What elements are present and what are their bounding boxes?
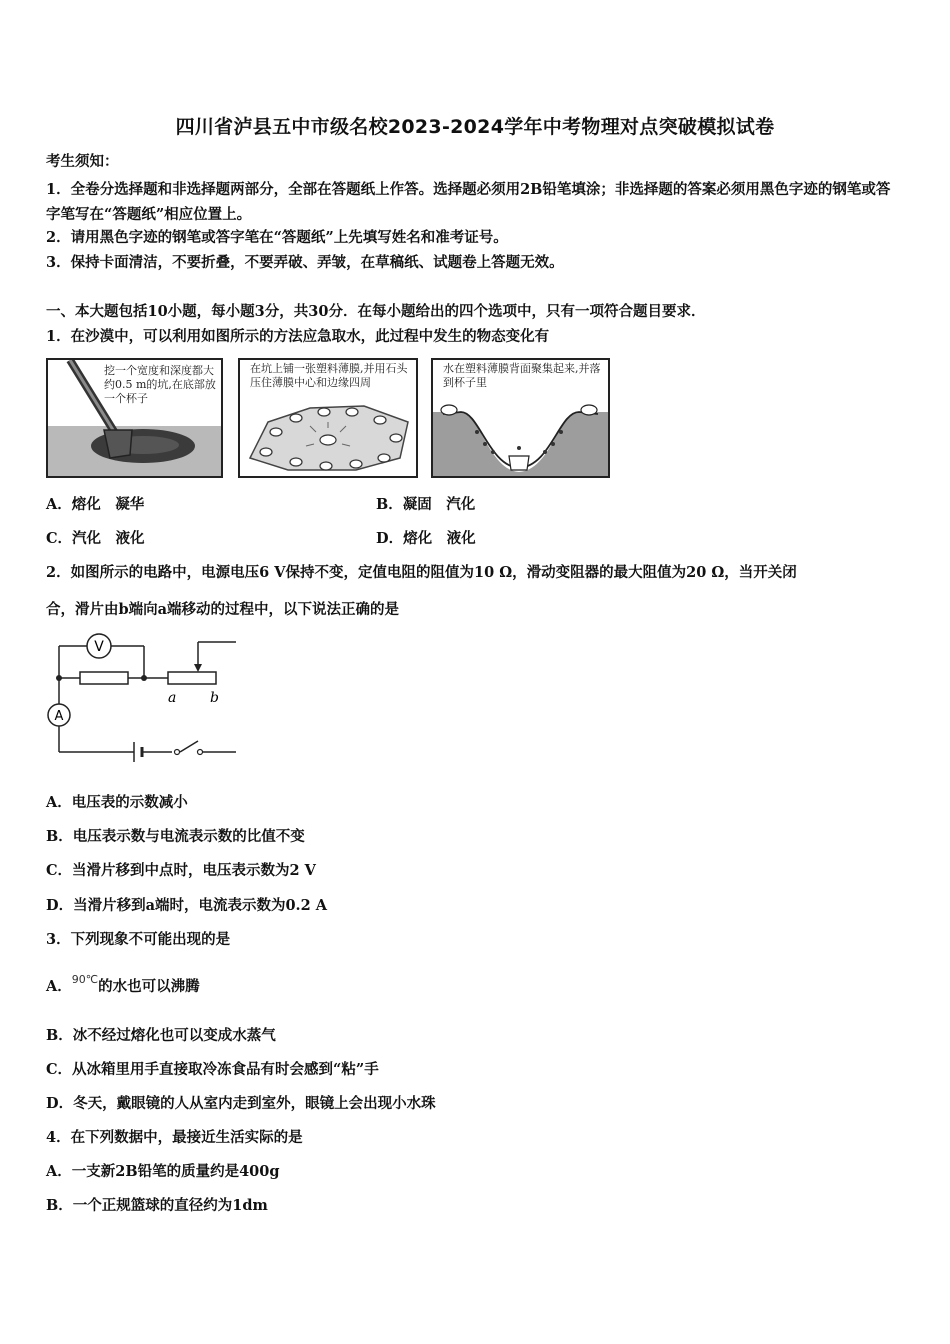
q1-option-a[interactable]: A．熔化 凝华 [46, 496, 145, 513]
junction-right [141, 675, 147, 681]
q1-option-d[interactable]: D．熔化 液化 [376, 530, 476, 547]
voltmeter-label: V [94, 639, 104, 655]
figure-water-collect [431, 358, 610, 478]
q2-option-a[interactable]: A．电压表的示数减小 [46, 794, 188, 811]
end-a-label: a [168, 690, 177, 706]
notice-item-1: 1．全卷分选择题和非选择题两部分，全部在答题纸上作答。选择题必须用2B铅笔填涂；非选择题的答案必须用黑色字迹的钢笔或答字笔写在“答题纸”相应位置上。 [46, 181, 891, 223]
q4-option-a[interactable]: A．一支新2B铅笔的质量约是400g [46, 1163, 280, 1180]
q3-option-a-prefix: A． [46, 978, 72, 995]
notice-heading: 考生须知： [46, 153, 119, 170]
notice-item-2: 2．请用黑色字迹的钢笔或答字笔在“答题纸”上先填写姓名和准考证号。 [46, 229, 508, 246]
figure-plastic-film [238, 358, 418, 478]
q4-stem: 4．在下列数据中，最接近生活实际的是 [46, 1129, 303, 1146]
slider-arrow-icon [194, 664, 202, 672]
q2-stem-line2: 合，滑片由b端向a端移动的过程中，以下说法正确的是 [46, 601, 400, 618]
q2-option-b[interactable]: B．电压表示数与电流表示数的比值不变 [46, 828, 305, 845]
q3-option-d[interactable]: D．冬天，戴眼镜的人从室内走到室外，眼镜上会出现小水珠 [46, 1095, 436, 1112]
ammeter-label: A [54, 709, 64, 724]
junction-left [56, 675, 62, 681]
q3-stem: 3．下列现象不可能出现的是 [46, 931, 231, 948]
q3-option-c[interactable]: C．从冰箱里用手直接取冷冻食品有时会感到“粘”手 [46, 1061, 379, 1078]
q2-stem-line1: 2．如图所示的电路中，电源电压6 V保持不变，定值电阻的阻值为10 Ω，滑动变阻器的最大阻值为20 Ω，当开关闭 [46, 564, 797, 581]
section-heading: 一、本大题包括10小题，每小题3分，共30分．在每小题给出的四个选项中，只有一项符合题目要求． [46, 303, 706, 320]
switch-contact-icon [198, 750, 203, 755]
fig2-caption: 在坑上铺一张塑料薄膜,并用石头压住薄膜中心和边缘四周 [250, 362, 408, 389]
end-b-label: b [210, 690, 219, 706]
figure-dig-pit [46, 358, 223, 478]
q2-option-c[interactable]: C．当滑片移到中点时，电压表示数为2 V [46, 862, 316, 879]
circuit-diagram [40, 628, 250, 762]
fig3-caption: 水在塑料薄膜背面聚集起来,并落到杯子里 [443, 362, 601, 389]
q3-option-a-text: 的水也可以沸腾 [98, 978, 200, 995]
switch-pivot-icon [175, 750, 180, 755]
fig1-caption: 挖一个宽度和深度都大约0.5 m的坑,在底部放一个杯子 [104, 364, 216, 405]
exam-title: 四川省泸县五中市级名校2023-2024学年中考物理对点突破模拟试卷 [175, 116, 775, 138]
q3-option-a[interactable] [46, 973, 200, 998]
q1-option-b[interactable]: B．凝固 汽化 [376, 496, 476, 513]
q3-option-b[interactable]: B．冰不经过熔化也可以变成水蒸气 [46, 1027, 276, 1044]
q3-option-a-temperature: 90℃ [71, 973, 99, 986]
q2-option-d[interactable]: D．当滑片移到a端时，电流表示数为0.2 A [46, 897, 327, 914]
q1-stem: 1．在沙漠中，可以利用如图所示的方法应急取水，此过程中发生的物态变化有 [46, 328, 550, 345]
q1-option-c[interactable]: C．汽化 液化 [46, 530, 145, 547]
q4-option-b[interactable]: B．一个正规篮球的直径约为1dm [46, 1197, 268, 1214]
notice-item-3: 3．保持卡面清洁，不要折叠，不要弄破、弄皱，在草稿纸、试题卷上答题无效。 [46, 254, 564, 271]
